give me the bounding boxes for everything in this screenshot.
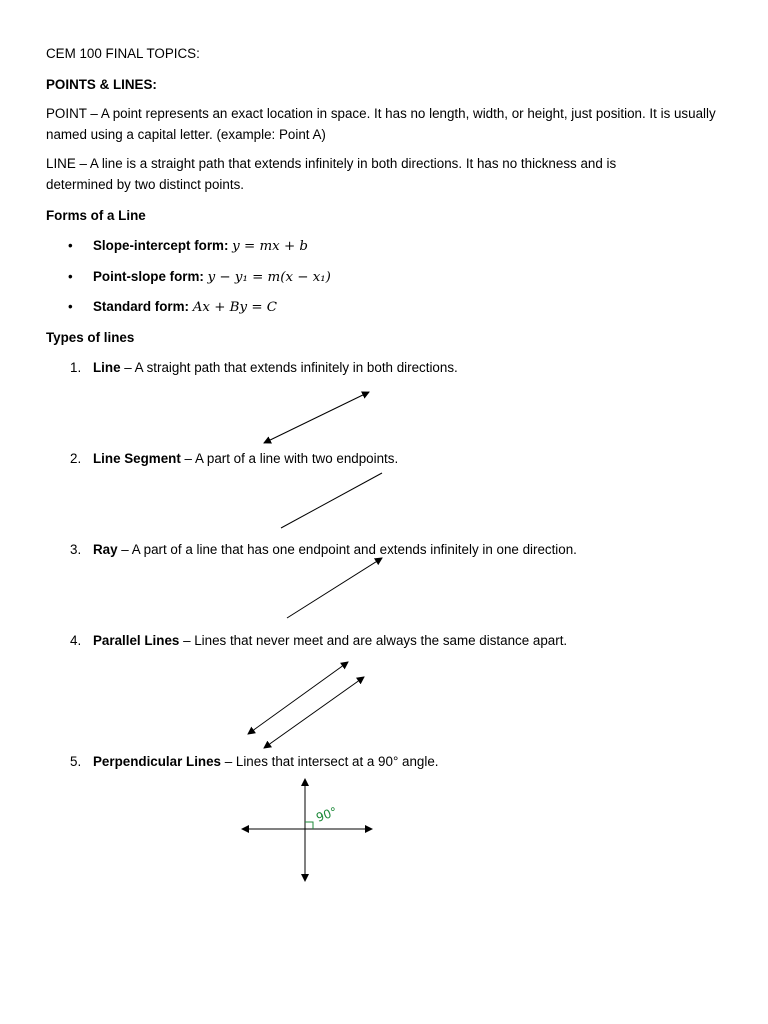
form-formula: Ax + By = C (192, 300, 278, 315)
form-label: Slope-intercept form: (93, 238, 229, 253)
form-label: Point-slope form: (93, 269, 204, 284)
form-label: Standard form: (93, 299, 189, 314)
bullet-marker: • (68, 299, 73, 314)
bullet-marker: • (68, 238, 73, 253)
figure-line (264, 392, 369, 443)
line-definition: LINE – A line is a straight path that extends infinitely in both directions. It has no thickness and is determined by two distinct points. (46, 156, 617, 192)
right-angle-mark (305, 822, 313, 829)
forms-heading: Forms of a Line (46, 208, 146, 223)
section-heading: POINTS & LINES: (46, 77, 157, 92)
type-desc: – A straight path that extends infinitely in both directions. (120, 360, 458, 375)
type-desc: – Lines that never meet and are always the same distance apart. (179, 633, 568, 648)
list-number: 5. (70, 754, 82, 769)
list-number: 4. (70, 633, 82, 648)
type-desc: – A part of a line that has one endpoint and extends infinitely in one direction. (117, 542, 577, 557)
list-number: 2. (70, 451, 82, 466)
figure-line-segment (281, 473, 382, 528)
list-number: 3. (70, 542, 82, 557)
point-definition: POINT – A point represents an exact location in space. It has no length, width, or height, just position. It is usually named using a capital letter. (example: Point A) (46, 106, 716, 142)
bullet-marker: • (68, 269, 73, 284)
figure-ray (287, 558, 382, 618)
type-term: Parallel Lines (93, 633, 180, 648)
type-term: Line (93, 360, 121, 375)
figure-parallel-line-1 (248, 662, 348, 734)
type-term: Line Segment (93, 451, 181, 466)
angle-label: 90° (314, 804, 340, 825)
type-term: Perpendicular Lines (93, 754, 221, 769)
figure-parallel-line-2 (264, 677, 364, 748)
type-term: Ray (93, 542, 118, 557)
type-desc: – A part of a line with two endpoints. (180, 451, 399, 466)
type-desc: – Lines that intersect at a 90° angle. (221, 754, 439, 769)
form-formula: y − y₁ = m(x − x₁) (207, 270, 331, 285)
form-formula: y = mx + b (232, 239, 308, 254)
list-number: 1. (70, 360, 82, 375)
types-heading: Types of lines (46, 330, 135, 345)
document-title: CEM 100 FINAL TOPICS: (46, 46, 200, 61)
